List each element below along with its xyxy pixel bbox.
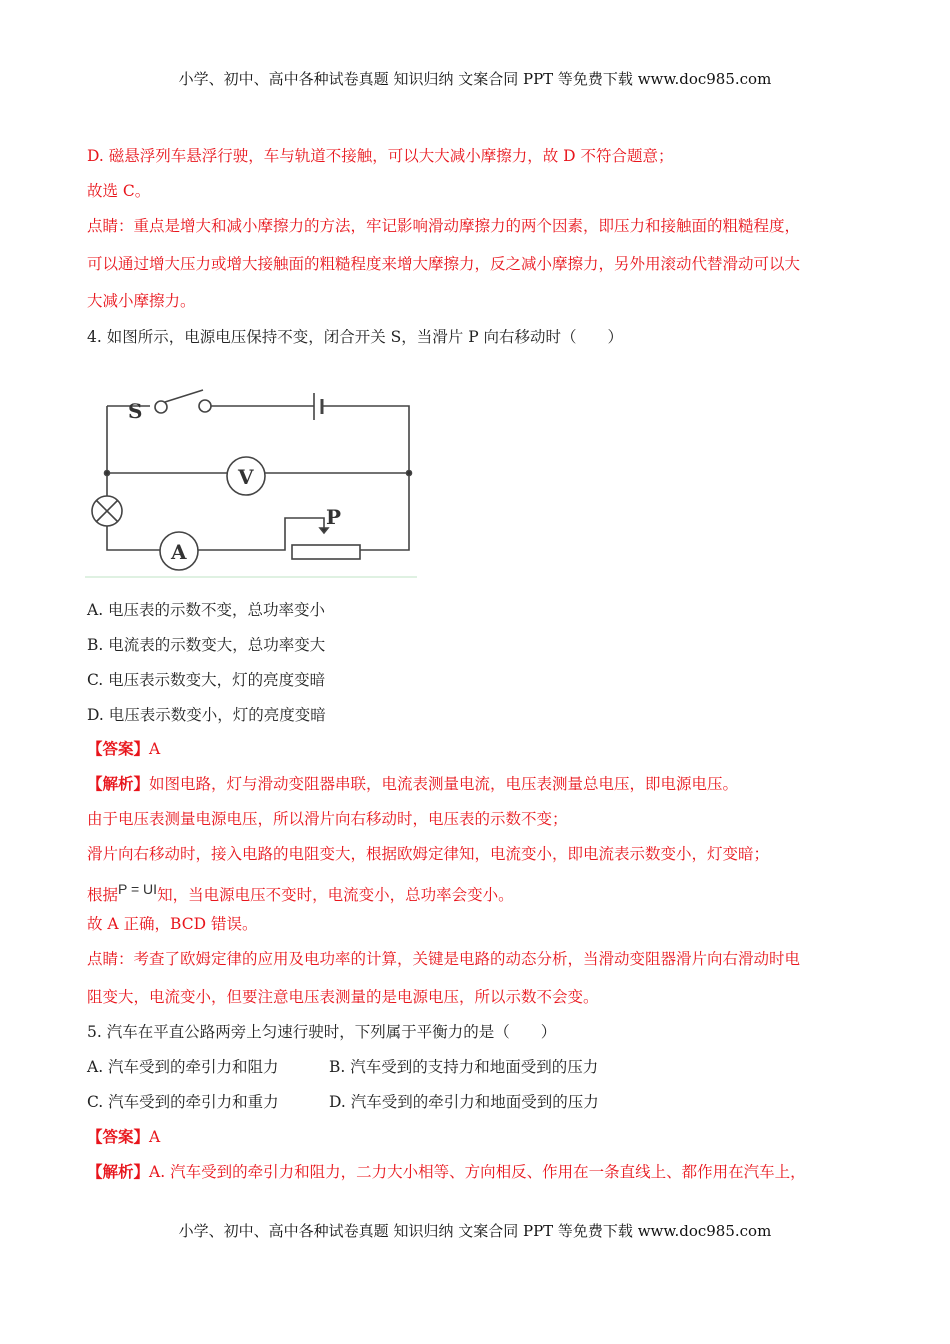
q4-comment-line: 阻变大，电流变小，但要注意电压表测量的是电源电压，所以示数不会变。 [87,988,599,1006]
lamp-icon [92,496,122,526]
rheostat-icon [292,528,360,559]
formula: P = UI [118,881,158,897]
analysis-tag: 【解析】 [87,774,150,793]
voltmeter-label: V [238,465,254,489]
prev-comment-line: 可以通过增大压力或增大接触面的粗糙程度来增大摩擦力，反之减小摩擦力，另外用滚动代替滑动可以大 [87,255,801,273]
prev-choose: 故选 C。 [87,182,151,200]
q4-option-b: B. 电流表的示数变大，总功率变大 [87,636,326,654]
analysis-text: A. 汽车受到的牵引力和阻力，二力大小相等、方向相反、作用在一条直线上、都作用在汽车上， [149,1163,806,1181]
formula-prefix: 根据 [87,886,119,904]
page-header: 小学、初中、高中各种试卷真题 知识归纳 文案合同 PPT 等免费下载 www.doc985.com [178,70,772,88]
q5-option-a: A. 汽车受到的牵引力和阻力 [87,1058,279,1076]
battery-icon [314,393,322,420]
q4-stem: 4. 如图所示，电源电压保持不变，闭合开关 S，当滑片 P 向右移动时（ ） [87,328,624,346]
q5-option-d: D. 汽车受到的牵引力和地面受到的压力 [329,1093,599,1111]
formula-suffix: 知，当电源电压不变时，电流变小，总功率会变小。 [157,886,514,904]
q4-analysis [87,774,738,794]
junction-dot [407,471,412,476]
answer-value: A [149,1128,161,1146]
prev-comment-line: 大减小摩擦力。 [87,292,196,310]
junction-dot [105,471,110,476]
circuit-diagram [85,378,420,580]
slider-label: P [326,505,342,529]
answer-tag: 【答案】 [87,1127,150,1146]
ammeter-label: A [171,540,187,564]
switch-icon [155,390,211,413]
q5-option-b: B. 汽车受到的支持力和地面受到的压力 [329,1058,599,1076]
answer-tag: 【答案】 [87,739,150,758]
prev-comment-line: 点睛：重点是增大和减小摩擦力的方法，牢记影响滑动摩擦力的两个因素，即压力和接触面的粗糙程度， [87,217,801,235]
q5-stem: 5. 汽车在平直公路两旁上匀速行驶时，下列属于平衡力的是（ ） [87,1023,557,1041]
q5-option-c: C. 汽车受到的牵引力和重力 [87,1093,279,1111]
q4-option-c: C. 电压表示数变大，灯的亮度变暗 [87,671,326,689]
q4-option-a: A. 电压表的示数不变，总功率变小 [87,601,326,619]
prev-option-d: D. 磁悬浮列车悬浮行驶，车与轨道不接触，可以大大减小摩擦力，故 D 不符合题意； [87,147,674,165]
q4-comment-line: 点睛：考查了欧姆定律的应用及电功率的计算，关键是电路的动态分析，当滑动变阻器滑片向右滑动时电 [87,950,801,968]
q4-analysis-formula-line [87,879,514,905]
q4-option-d: D. 电压表示数变小，灯的亮度变暗 [87,706,326,724]
answer-value: A [149,740,161,758]
q4-analysis-line: 滑片向右移动时，接入电路的电阻变大，根据欧姆定律知，电流变小，即电流表示数变小，灯变暗； [87,845,770,863]
q4-answer [87,739,160,759]
q5-answer [87,1127,160,1147]
page-footer: 小学、初中、高中各种试卷真题 知识归纳 文案合同 PPT 等免费下载 www.doc985.com [178,1222,772,1240]
q5-analysis [87,1162,806,1182]
switch-label: S [128,399,143,423]
analysis-text: 如图电路，灯与滑动变阻器串联，电流表测量电流，电压表测量总电压，即电源电压。 [149,775,739,793]
q4-conclusion: 故 A 正确，BCD 错误。 [87,915,258,933]
analysis-tag: 【解析】 [87,1162,150,1181]
q4-analysis-line: 由于电压表测量电源电压，所以滑片向右移动时，电压表的示数不变； [87,810,568,828]
